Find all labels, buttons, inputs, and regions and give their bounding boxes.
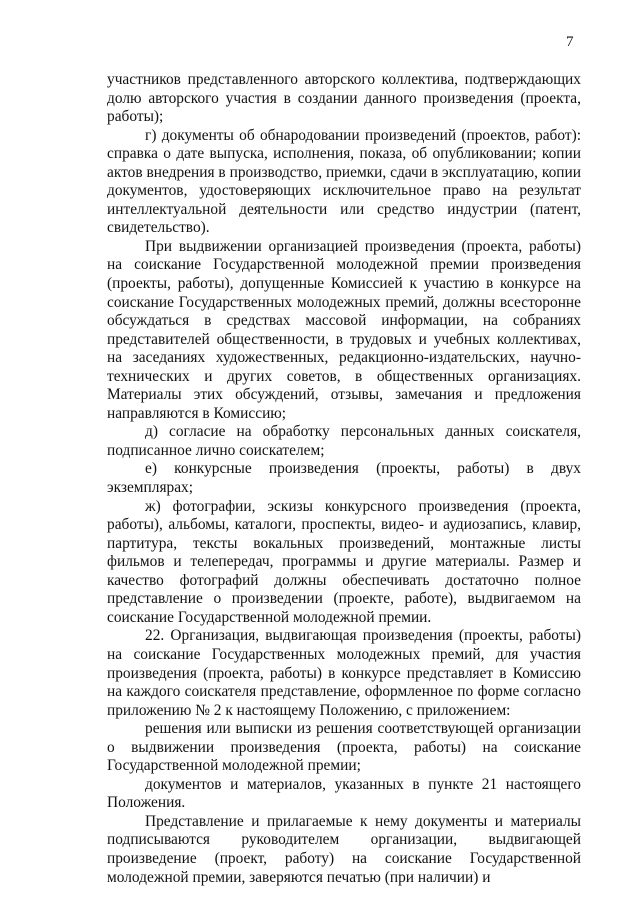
paragraph: документов и материалов, указанных в пункте 21 настоящего Положения. [107,775,581,812]
paragraph: д) согласие на обработку персональных данных соискателя, подписанное лично соискателем; [107,423,581,459]
paragraph: г) документы об обнародовании произведений (проектов, работ): справка о дате выпуска, исполнения, показа, об опубликовании; копии актов внедрения в производство, приемки, сдачи в эксплуатацию, копии документов, удостоверяющих исключительное право на результат интеллектуальной деятельности или средство индустрии (патент, свидетельство). [107,126,581,237]
paragraph: Представление и прилагаемые к нему документы и материалы подписываются руководителем организации, выдвигающей произведение (проект, работу) на соискание Государственной молодежной премии, заверяются печатью (при наличии) и [107,812,581,886]
paragraph: При выдвижении организацией произведения (проекта, работы) на соискание Государственной молодежной премии произведения (проекты, работы), допущенные Комиссией к участию в конкурсе на соискание Государственных молодежных премий, должны всесторонне обсуждаться в средствах массовой информации, на собраниях представителей общественности, в трудовых и учебных коллективах, на заседаниях художественных, редакционно-издательских, научно-технических и других советов, в общественных организациях. Материалы этих обсуждений, отзывы, замечания и предложения направляются в Комиссию; [107,237,581,422]
paragraph: 22. Организация, выдвигающая произведения (проекты, работы) на соискание Государственных молодежных премий, для участия произведения (проекта, работы) в конкурсе представляет в Комиссию на каждого соискателя представление, оформленное по форме согласно приложению № 2 к настоящему Положению, с приложением: [107,627,581,719]
paragraph: участников представленного авторского коллектива, подтверждающих долю авторского участия в создании данного произведения (проекта, работы); [107,71,581,126]
paragraph: е) конкурсные произведения (проекты, работы) в двух экземплярах; [107,460,581,497]
page-number: 7 [566,34,574,50]
paragraph: решения или выписки из решения соответствующей организации о выдвижении произведения (проекта, работы) на соискание Государственной молодежной премии; [107,720,581,775]
paragraph: ж) фотографии, эскизы конкурсного произведения (проекта, работы), альбомы, каталоги, проспекты, видео- и аудиозапись, клавир, партитура, тексты вокальных произведений, монтажные листы фильмов и телепередач, программы и другие материалы. Размер и качество фотографий должны обеспечивать достаточно полное представление о произведении (проекте, работе), выдвигаемом на соискание Государственной молодежной премии. [107,497,581,626]
document-body [107,71,581,887]
